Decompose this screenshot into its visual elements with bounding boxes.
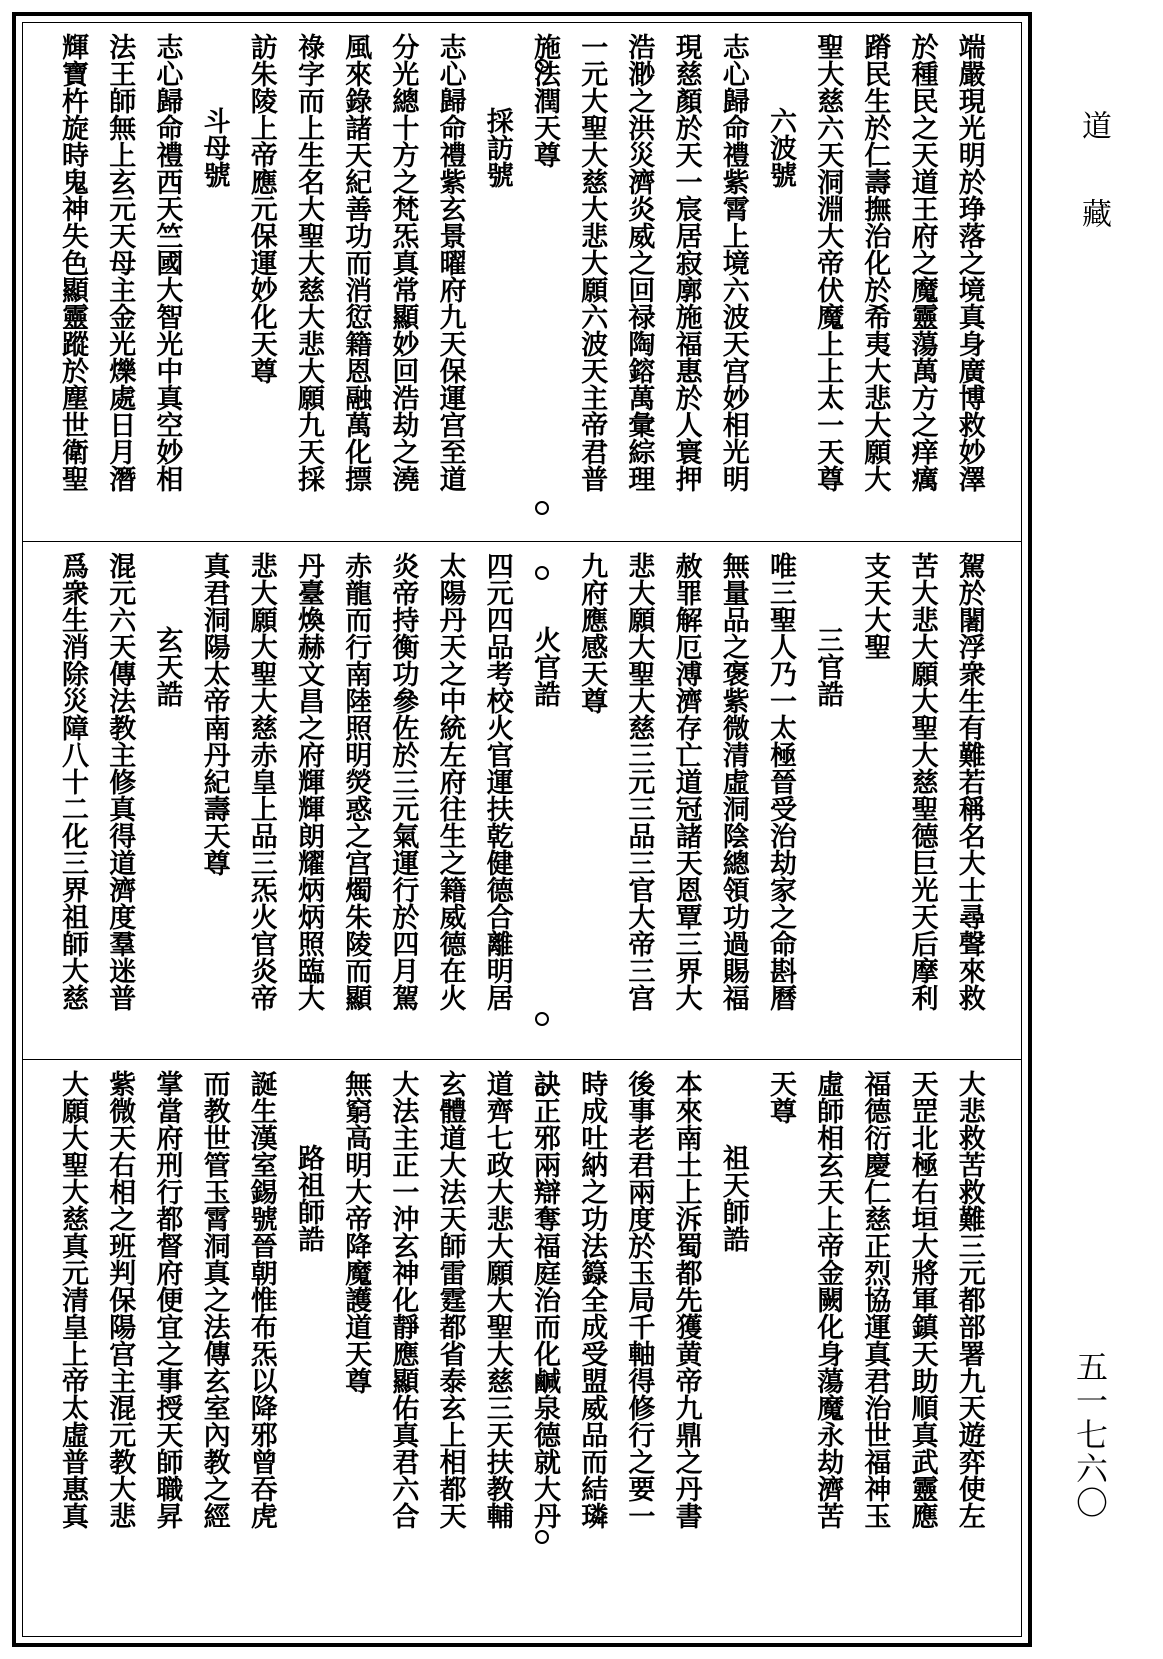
collection-title: 道藏 [1076, 110, 1111, 286]
text-column: 大法主正一沖玄神化靜應顯佑真君六合 [387, 1070, 419, 1529]
text-column: 道齊七政大悲大願大聖大慈三天扶教輔 [481, 1070, 513, 1529]
section-heading: 玄天誥 [151, 626, 183, 707]
text-column: 太陽丹天之中統左府往生之籍威德在火 [434, 552, 466, 1011]
text-column: 大悲救苦救難三元都部署九天遊弈使左 [953, 1070, 985, 1529]
text-column: 苦大悲大願大聖大慈聖德巨光天后摩利 [906, 552, 938, 1011]
text-column: 輝寶杵旋時鬼神失色顯靈蹤於塵世衛聖 [57, 33, 88, 492]
text-column: 爲衆生消除災障八十二化三界祖師大慈 [57, 552, 88, 1011]
text-column: 赤龍而行南陸照明熒惑之宫燭朱陵而顯 [340, 552, 372, 1011]
text-column: 分光總十方之梵炁真常顯妙回浩劫之澆 [387, 33, 419, 492]
text-column: 無窮高明大帝降魔護道天尊 [340, 1070, 372, 1394]
text-column: 訪朱陵上帝應元保運妙化天尊 [245, 33, 277, 384]
text-column: 聖大慈六天洞淵大帝伏魔上上太一天尊 [812, 33, 844, 492]
text-column: 真君洞陽太帝南丹紀壽天尊 [198, 552, 230, 876]
text-column: 蹐民生於仁壽撫治化於希夷大悲大願大 [859, 33, 891, 492]
text-column: 本來南土上泝蜀都先獲黄帝九鼎之丹書 [670, 1070, 702, 1529]
text-frame [12, 12, 1032, 1647]
section-heading: 斗母號 [198, 107, 230, 188]
text-column: 法王師無上玄元天母主金光爍處日月潛 [104, 33, 136, 492]
text-column: 訣正邪兩辯奪福庭治而化鹹泉德就大丹 [529, 1070, 560, 1529]
text-column: 現慈顏於天一宸居寂廓施福惠於人寰押 [670, 33, 702, 492]
text-column: 炎帝持衡功參佐於三元氣運行於四月駕 [387, 552, 419, 1011]
text-column: 混元六天傳法教主修真得道濟度羣迷普 [104, 552, 136, 1011]
panel-middle [23, 541, 1021, 1060]
section-heading: 三官誥 [812, 626, 844, 707]
text-column: 端嚴現光明於琤落之境真身廣博救妙澤 [953, 33, 985, 492]
text-column: 大願大聖大慈真元清皇上帝太虛普惠真 [57, 1070, 88, 1529]
section-heading: 祖天師誥 [717, 1144, 749, 1252]
section-heading: 採訪號 [481, 107, 513, 188]
text-column: 祿字而上生名大聖大慈大悲大願九天採 [293, 33, 324, 492]
section-marker-circle [535, 59, 549, 73]
text-column: 天罡北極右垣大將軍鎮天助順真武靈應 [906, 1070, 938, 1529]
text-column: 志心歸命禮紫玄景曜府九天保運宫至道 [434, 33, 466, 492]
text-column: 誕生漢室錫號晉朝惟布炁以降邪曾吞虎 [245, 1070, 277, 1529]
text-column: 紫微天右相之班判保陽宫主混元教大悲 [104, 1070, 136, 1529]
section-marker-circle [535, 501, 549, 515]
text-column: 福德衍慶仁慈正烈協運真君治世福神玉 [859, 1070, 891, 1529]
text-column: 浩渺之洪災濟炎威之回禄陶鎔萬彙綜理 [623, 33, 655, 492]
section-heading: 六波號 [765, 107, 796, 188]
section-heading: 路祖師誥 [293, 1144, 324, 1252]
text-column: 施法潤天尊 [529, 33, 560, 168]
section-marker-circle [535, 1012, 549, 1026]
text-column: 後事老君兩度於玉局千軸得修行之要一 [623, 1070, 655, 1529]
section-marker-circle [535, 566, 549, 580]
text-column: 於種民之天道王府之魔靈蕩萬方之痒癘 [906, 33, 938, 492]
text-column: 志心歸命禮西天竺國大智光中真空妙相 [151, 33, 183, 492]
section-marker-circle [535, 1082, 549, 1096]
section-marker-circle [535, 1530, 549, 1544]
text-column: 而教世管玉霄洞真之法傳玄室內教之經 [198, 1070, 230, 1529]
text-column: 風來錄諸天紀善功而消愆籍恩融萬化摽 [340, 33, 372, 492]
section-heading: 火官誥 [529, 626, 560, 707]
text-column: 赦罪解厄溥濟存亡道冠諸天恩覃三界大 [670, 552, 702, 1011]
text-column: 唯三聖人乃一太極晉受治劫家之命斟曆 [765, 552, 796, 1011]
text-column: 悲大願大聖大慈赤皇上品三炁火官炎帝 [245, 552, 277, 1011]
text-column: 丹臺煥赫文昌之府輝輝朗耀炳炳照臨大 [293, 552, 324, 1011]
text-column: 無量品之褒紫微清虛洞陰總領功過賜福 [717, 552, 749, 1011]
text-column: 虛師相玄天上帝金闕化身蕩魔永劫濟苦 [812, 1070, 844, 1529]
text-column: 玄體道大法天師雷霆都省泰玄上相都天 [434, 1070, 466, 1529]
panel-bottom [23, 1059, 1021, 1636]
panel-top [23, 23, 1021, 541]
text-column: 九府應感天尊 [576, 552, 608, 714]
text-column: 駕於闍浮衆生有難若稱名大士尋聲來救 [953, 552, 985, 1011]
text-column: 一元大聖大慈大悲大願六波天主帝君普 [576, 33, 608, 492]
text-column: 志心歸命禮紫霄上境六波天宫妙相光明 [717, 33, 749, 492]
text-column: 支天大聖 [859, 552, 891, 660]
text-column: 四元四品考校火官運扶乾健德合離明居 [481, 552, 513, 1011]
text-frame-inner [22, 22, 1022, 1637]
text-column: 天尊 [765, 1070, 796, 1124]
page-number: 五一七六〇 [1071, 1350, 1109, 1520]
text-column: 掌當府刑行都督府便宜之事授天師職昇 [151, 1070, 183, 1529]
text-column: 時成吐納之功法籙全成受盟威品而結璘 [576, 1070, 608, 1529]
text-column: 悲大願大聖大慈三元三品三官大帝三宫 [623, 552, 655, 1011]
